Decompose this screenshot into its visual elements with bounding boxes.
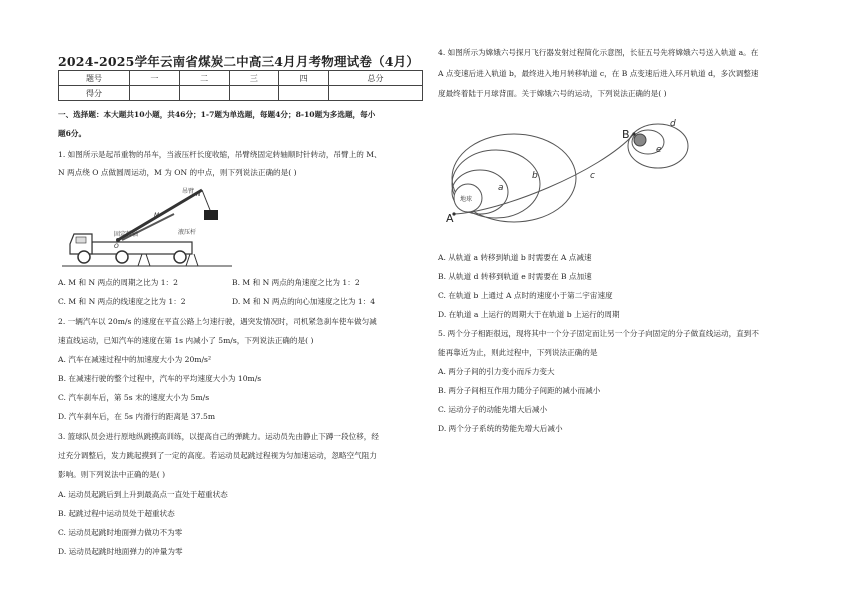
question-1-text-cont: N 两点绕 O 点做圆周运动，M 为 ON 的中点，则下列说法正确的是( ) (58, 168, 297, 177)
section-header-cont: 题6分。 (58, 129, 87, 138)
question-3-text: 3. 篮球队员会进行原地纵跳摸高训练，以提高自己的弹跳力。运动员先由静止下蹲一段位移，经 (58, 432, 379, 441)
crane-truck-figure (62, 184, 232, 270)
score-cell (179, 86, 229, 101)
question-1-option-d: D. M 和 N 两点的向心加速度之比为 1：4 (232, 297, 376, 306)
question-5-option-d: D. 两个分子系统的势能先增大后减小 (438, 424, 563, 433)
score-table-header-row (59, 71, 423, 86)
score-cell (279, 86, 329, 101)
question-4-option-d: D. 在轨道 a 上运行的周期大于在轨道 b 上运行的周期 (438, 310, 620, 319)
question-4-option-b: B. 从轨道 d 转移到轨道 e 时需要在 B 点加速 (438, 272, 592, 281)
question-1-option-a: A. M 和 N 两点的周期之比为 1：2 (58, 278, 178, 287)
wheel (116, 251, 128, 263)
score-header-cell: 总分 (329, 71, 423, 86)
label-N: N (196, 191, 201, 198)
question-5-option-a: A. 两分子间的引力变小而斥力变大 (438, 367, 555, 376)
question-5-text-cont: 能再靠近为止，则此过程中，下列说法正确的是 (438, 348, 598, 357)
label-arm: 吊臂 (182, 188, 195, 195)
label-e: e (656, 145, 662, 155)
score-header-cell: 三 (229, 71, 279, 86)
question-5-text: 5. 两个分子相距很远，现将其中一个分子固定而让另一个分子向固定的分子做直线运动，直到不 (438, 329, 759, 338)
question-3-option-c: C. 运动员起跳时地面弹力做功不为零 (58, 528, 183, 537)
score-cell (130, 86, 180, 101)
label-c: c (590, 171, 595, 181)
question-3-option-d: D. 运动员起跳时地面弹力的冲量为零 (58, 547, 183, 556)
label-O: O (114, 243, 119, 250)
label-a: a (498, 183, 504, 193)
label-rod: 液压杆 (178, 229, 197, 236)
score-cell (329, 86, 423, 101)
score-row-label: 得分 (59, 86, 130, 101)
wheel (174, 251, 186, 263)
label-A: A (446, 212, 454, 224)
label-earth: 地球 (460, 196, 473, 203)
question-2-option-b: B. 在减速行驶的整个过程中，汽车的平均速度大小为 10m/s (58, 374, 262, 383)
label-M: M (154, 212, 160, 219)
question-4-option-a: A. 从轨道 a 转移到轨道 b 时需要在 A 点减速 (438, 253, 592, 262)
score-header-cell: 一 (130, 71, 180, 86)
question-3-option-b: B. 起跳过程中运动员处于超重状态 (58, 509, 175, 518)
label-b: b (532, 171, 538, 181)
orbit-diagram (440, 112, 700, 224)
score-header-cell: 二 (179, 71, 229, 86)
score-header-cell: 题号 (59, 71, 130, 86)
question-2-option-d: D. 汽车刹车后，在 5s 内滑行的距离是 37.5m (58, 412, 216, 421)
question-1-option-c: C. M 和 N 两点的线速度之比为 1：2 (58, 297, 186, 306)
label-axis: 固定转轴 (114, 231, 139, 238)
label-B: B (622, 128, 630, 141)
score-header-cell: 四 (279, 71, 329, 86)
question-4-option-c: C. 在轨道 b 上通过 A 点时的速度小于第二宇宙速度 (438, 291, 613, 300)
moon (634, 134, 646, 146)
question-3-text-cont: 影响。则下列说法中正确的是( ) (58, 470, 166, 479)
question-1-option-b: B. M 和 N 两点的角速度之比为 1：2 (232, 278, 360, 287)
question-4-text-cont: 度最终着陆于月球背面。关于嫦娥六号的运动，下列说法正确的是( ) (438, 89, 667, 98)
question-3-text-cont: 过充分调整后，发力跳起摸到了一定的高度。若运动员起跳过程视为匀加速运动，忽略空气阻力 (58, 451, 377, 460)
question-3-option-a: A. 运动员起跳后到上升到最高点一直处于超重状态 (58, 490, 228, 499)
question-2-text: 2. 一辆汽车以 20m/s 的速度在平直公路上匀速行驶，遇突发情况时，司机紧急刹车使车做匀减 (58, 317, 377, 326)
question-4-text-cont: A 点变速后进入轨道 b，最终进入地月转移轨道 c，在 B 点变速后进入环月轨道 d，多次调整速 (438, 69, 759, 78)
score-table-row (59, 86, 423, 101)
question-4-text: 4. 如图所示为嫦娥六号探月飞行器发射过程简化示意图，长征五号先将嫦娥六号送入轨道 a。在 (438, 48, 759, 57)
question-1-text: 1. 如图所示是起吊重物的吊车，当液压杆长度收缩，吊臂绕固定转轴顺时针转动，吊臂上的 M、 (58, 150, 382, 159)
question-5-option-c: C. 运动分子的动能先增大后减小 (438, 405, 548, 414)
score-cell (229, 86, 279, 101)
label-d: d (670, 119, 676, 129)
question-2-text-cont: 速直线运动，已知汽车的速度在第 1s 内减小了 5m/s，下列说法正确的是( ) (58, 336, 314, 345)
section-header: 一、选择题：本大题共10小题，共46分；1-7题为单选题，每题4分；8-10题为多选题，每小 (58, 110, 376, 119)
page-title: 2024-2025学年云南省煤炭二中高三4月月考物理试卷（4月） (58, 54, 420, 69)
hanging-weight (204, 210, 218, 220)
question-5-option-b: B. 两分子间相互作用力随分子间距的减小而减小 (438, 386, 601, 395)
wheel (78, 251, 90, 263)
question-2-option-a: A. 汽车在减速过程中的加速度大小为 20m/s² (58, 355, 211, 364)
question-2-option-c: C. 汽车刹车后，第 5s 末的速度大小为 5m/s (58, 393, 210, 402)
score-table (58, 70, 423, 101)
